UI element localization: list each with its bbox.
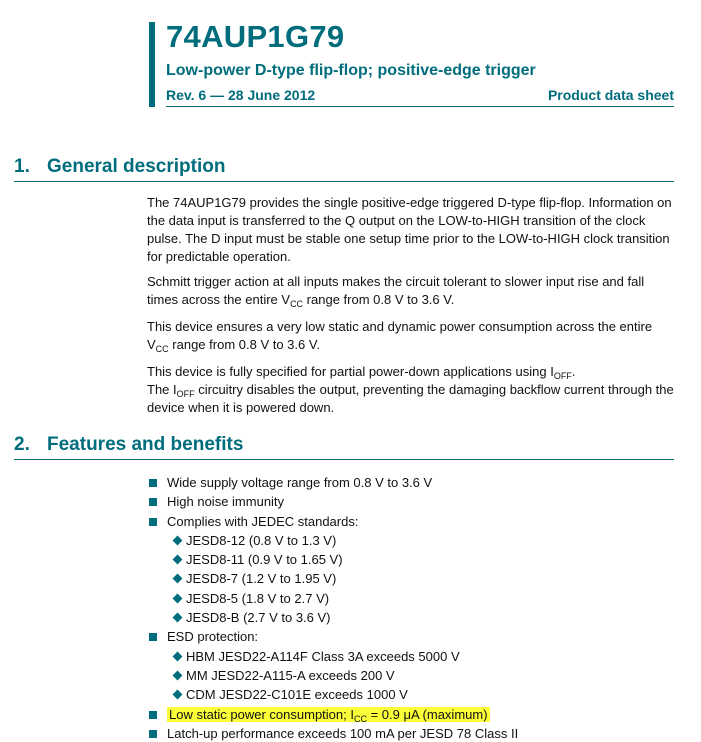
diamond-bullet-icon bbox=[173, 574, 183, 584]
document-title: 74AUP1G79 bbox=[166, 19, 345, 54]
header-divider bbox=[166, 106, 674, 107]
features-list bbox=[147, 473, 677, 742]
diamond-bullet-icon bbox=[173, 535, 183, 545]
section-divider bbox=[14, 181, 674, 182]
section-title: General description bbox=[47, 156, 226, 177]
section-heading-general-description bbox=[14, 156, 225, 178]
section-title: Features and benefits bbox=[47, 434, 244, 455]
list-item: Complies with JEDEC standards: JESD8-12 (0.8 V to 1.3 V) JESD8-11 (0.9 V to 1.65 V) JESD8-7 (1.2 V to 1.95 V) JESD8-5 (1.8 V to 2.7 V) JESD8-B (2.7 V to 3.6 V) bbox=[147, 512, 677, 628]
paragraph-power-consumption: This device ensures a very low static and dynamic power consumption across the entire $V_{CC}$ range from 0.8 V to 3.6 V. bbox=[147, 319, 653, 354]
square-bullet-icon bbox=[149, 498, 157, 506]
list-item: JESD8-5 (1.8 V to 2.7 V) bbox=[167, 589, 677, 608]
square-bullet-icon bbox=[149, 518, 157, 526]
section-number: 1. bbox=[14, 156, 30, 177]
list-item: MM JESD22-A115-A exceeds 200 V bbox=[167, 666, 677, 685]
diamond-bullet-icon bbox=[173, 651, 183, 661]
paragraph-description: The 74AUP1G79 provides the single positive-edge triggered D-type flip-flop. Information on the data input is transferred to the Q output on the LOW-to-HIGH transition of the clock pulse. The D input must be stable one setup time prior to the LOW-to-HIGH clock transition for predictable operation. bbox=[147, 195, 672, 264]
list-item: JESD8-12 (0.8 V to 1.3 V) bbox=[167, 531, 677, 550]
list-item: Latch-up performance exceeds 100 mA per JESD 78 Class II bbox=[147, 724, 677, 742]
square-bullet-icon bbox=[149, 730, 157, 738]
header-accent-bar bbox=[149, 22, 155, 107]
section-number: 2. bbox=[14, 434, 30, 455]
square-bullet-icon bbox=[149, 711, 157, 719]
paragraph-schmitt-trigger: Schmitt trigger action at all inputs makes the circuit tolerant to slower input rise and fall times across the entire $V_{CC}$ range from 0.8 V to 3.6 V. bbox=[147, 274, 645, 309]
diamond-bullet-icon bbox=[173, 555, 183, 565]
diamond-bullet-icon bbox=[173, 613, 183, 623]
paragraph-partial-power-down: This device is fully specified for partial power-down applications using $I_{OFF}$. The $I_{OFF}$ circuitry disables the output, preventing the damaging backflow current through the device when it is powered down. bbox=[147, 364, 674, 415]
list-item: JESD8-11 (0.9 V to 1.65 V) bbox=[167, 550, 677, 569]
list-item: JESD8-7 (1.2 V to 1.95 V) bbox=[167, 569, 677, 588]
document-subtitle: Low-power D-type flip-flop; positive-edge trigger bbox=[166, 62, 536, 79]
document-type: Product data sheet bbox=[547, 87, 674, 103]
square-bullet-icon bbox=[149, 479, 157, 487]
list-item: CDM JESD22-C101E exceeds 1000 V bbox=[167, 685, 677, 704]
list-item-highlighted bbox=[147, 705, 677, 724]
list-item: High noise immunity bbox=[147, 492, 677, 511]
diamond-bullet-icon bbox=[173, 690, 183, 700]
list-item: ESD protection: HBM JESD22-A114F Class 3A exceeds 5000 V MM JESD22-A115-A exceeds 200 V CDM JESD22-C101E exceeds 1000 V bbox=[147, 627, 677, 704]
list-item: Wide supply voltage range from 0.8 V to 3.6 V bbox=[147, 473, 677, 492]
jedec-sublist bbox=[167, 531, 677, 627]
revision-date: Rev. 6 — 28 June 2012 bbox=[166, 87, 316, 103]
section-divider bbox=[14, 459, 674, 460]
list-item: HBM JESD22-A114F Class 3A exceeds 5000 V bbox=[167, 647, 677, 666]
square-bullet-icon bbox=[149, 633, 157, 641]
list-item: JESD8-B (2.7 V to 3.6 V) bbox=[167, 608, 677, 627]
esd-sublist bbox=[167, 647, 677, 705]
diamond-bullet-icon bbox=[173, 671, 183, 681]
highlighted-text: Low static power consumption; $I_{CC} = 0.9$ μA (maximum) bbox=[169, 706, 488, 724]
section-heading-features bbox=[14, 434, 243, 456]
diamond-bullet-icon bbox=[173, 593, 183, 603]
